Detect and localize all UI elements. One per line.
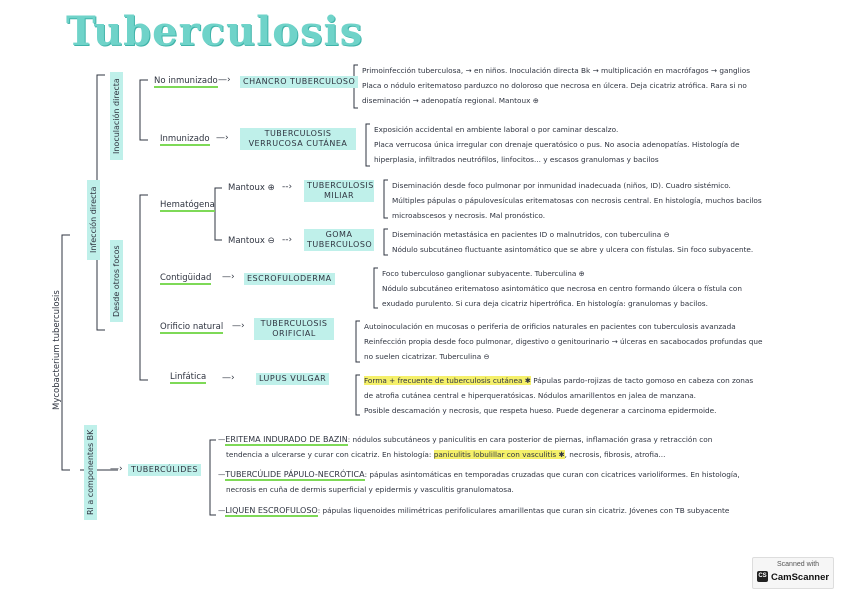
arrow-icon: —› <box>222 373 235 383</box>
chancro-note-1: Primoinfección tuberculosa, → en niños. Inoculación directa Bk → multiplicación en macrófagos → ganglios <box>362 66 751 75</box>
orif-note-3: no suelen cicatrizar. Tuberculina ⊖ <box>364 352 490 361</box>
label-contiguidad: Contigüidad <box>160 273 212 283</box>
page-title: Tuberculosis <box>66 8 364 55</box>
arrow-icon: --› <box>282 235 293 245</box>
branch-otros-focos: Desde otros focos <box>110 240 123 322</box>
papulo-line-1: —TUBERCÚLIDE PÁPULO-NECRÓTICA: pápulas asintomáticas en temporadas cruzadas que curan con cicatrices varioliformes. En histología, <box>218 470 740 479</box>
branch-inoculacion: Inoculación directa <box>110 72 123 160</box>
orif-note-2: Reinfección propia desde foco pulmonar, digestivo o genitourinario → úlceras en sacabocados profundas que <box>364 337 763 346</box>
verrucosa-note-3: hiperplasia, infiltrados neutrófilos, linfocitos... y escasos granulomas y bacilos <box>374 155 659 164</box>
miliar-note-1: Diseminación desde foco pulmonar por inmunidad inadecuada (niños, ID). Cuadro sistémico. <box>392 181 731 190</box>
eritema-tail: , necrosis, fibrosis, atrofia... <box>564 450 666 459</box>
contig-note-3: exudado purulento. Si cura deja cicatriz hipertrófica. En histología: granulomas y bacilos. <box>382 299 708 308</box>
box-verrucosa: TUBERCULOSIS VERRUCOSA CUTÁNEA <box>240 128 356 150</box>
liquen-title: LIQUEN ESCROFULOSO <box>225 506 318 515</box>
linf-note-1-rest: Pápulas pardo-rojizas de tacto gomoso en cabeza con zonas <box>530 376 754 385</box>
badge-line-1: Scanned with <box>777 561 820 568</box>
contig-note-1: Foco tuberculoso ganglionar subyacente. Tuberculina ⊕ <box>382 269 585 278</box>
box-miliar: TUBERCULOSIS MILIAR <box>304 180 374 202</box>
goma-note-2: Nódulo subcutáneo fluctuante asintomático que se abre y ulcera con fístulas. Sin foco subyacente. <box>392 245 754 254</box>
eritema-line-1: —ERITEMA INDURADO DE BAZIN: nódulos subcutáneos y paniculitis en cara posterior de piernas, inflamación grasa y retracción con <box>218 435 713 444</box>
chancro-note-2: Placa o nódulo eritematoso parduzco no doloroso que necrosa en úlcera. Deja cicatriz atrófica. Rara si no <box>362 81 747 90</box>
box-lupus-vulgar: LUPUS VULGAR <box>256 373 329 385</box>
label-hematogena: Hematógena <box>160 200 215 210</box>
arrow-icon: —› <box>232 321 245 331</box>
camscanner-badge <box>752 557 834 589</box>
eritema-line-2 <box>226 449 665 462</box>
arrow-icon: --› <box>282 182 293 192</box>
orif-note-1: Autoinoculación en mucosas o periferia de orificios naturales en pacientes con tuberculosis avanzada <box>364 322 736 331</box>
linf-note-3: Posible descamación y necrosis, que respeta hueso. Puede degenerar a carcinoma epidermoide. <box>364 406 717 415</box>
verrucosa-note-1: Exposición accidental en ambiente laboral o por caminar descalzo. <box>374 125 619 134</box>
box-escrofuloderma: ESCROFULODERMA <box>244 273 335 285</box>
goma-note-1: Diseminación metastásica en pacientes ID o malnutridos, con tuberculina ⊖ <box>392 230 670 239</box>
liquen-line: —LIQUEN ESCROFULOSO: pápulas liquenoides milimétricas perifoliculares amarillentas que curan sin cicatriz. Jóvenes con TB subyacente <box>218 506 730 515</box>
root-label: Mycobacterium tuberculosis <box>52 290 62 410</box>
linf-note-1 <box>364 375 753 388</box>
verrucosa-note-2: Placa verrucosa única irregular con drenaje queratósico o pus. No asocia adenopatías. Histología de <box>374 140 740 149</box>
branch-direct: Infección directa <box>87 180 100 260</box>
badge-line-2: CamScanner <box>771 572 830 583</box>
label-orificio-natural: Orificio natural <box>160 322 224 332</box>
contig-note-2: Nódulo subcutáneo eritematoso asintomático que necrosa en centro formando úlcera o fístula con <box>382 284 742 293</box>
label-linfatica: Linfática <box>170 372 207 382</box>
eritema-note-1: : nódulos subcutáneos y paniculitis en cara posterior de piernas, inflamación grasa y retracción con <box>347 435 713 444</box>
miliar-note-2: Múltiples pápulas o pápulovesículas eritematosas con necrosis central. En histología, muchos bacilos <box>392 196 762 205</box>
miliar-note-3: microabscesos y necrosis. Mal pronóstico. <box>392 211 546 220</box>
chancro-note-3: diseminación → adenopatía regional. Mantoux ⊕ <box>362 96 539 105</box>
arrow-icon: —› <box>216 133 229 143</box>
label-mantoux-neg: Mantoux ⊖ <box>228 236 275 246</box>
arrow-icon: —› <box>110 464 123 474</box>
arrow-icon: —› <box>222 272 235 282</box>
box-goma: GOMA TUBERCULOSO <box>304 229 374 251</box>
label-inmunizado: Inmunizado <box>160 134 210 144</box>
label-no-inmunizado: No inmunizado <box>154 76 218 86</box>
papulo-note-1: : pápulas asintomáticas en temporadas cruzadas que curan con cicatrices varioliformes. En histología, <box>364 470 740 479</box>
liquen-note: : pápulas liquenoides milimétricas perifoliculares amarillentas que curan sin cicatriz. Jóvenes con TB subyacente <box>317 506 730 515</box>
eritema-title: ERITEMA INDURADO DE BAZIN <box>225 435 348 444</box>
linf-note-2: de atrofia cutánea central e hiperqueratósicas. Nódulos amarillentos en jalea de manzana. <box>364 391 696 400</box>
linf-highlight: Forma + frecuente de tuberculosis cutánea ✱ <box>364 376 531 385</box>
eritema-note-2: tendencia a ulcerarse y curar con cicatriz. En histología: <box>226 450 432 459</box>
eritema-highlight: paniculitis lobulillar con vasculitis ✱ <box>433 450 565 459</box>
label-mantoux-pos: Mantoux ⊕ <box>228 183 275 193</box>
papulo-note-2: necrosis en cuña de dermis superficial y epidermis y vasculitis granulomatosa. <box>226 485 514 494</box>
box-chancro: CHANCRO TUBERCULOSO <box>240 76 358 88</box>
papulo-title: TUBERCÚLIDE PÁPULO-NECRÓTICA <box>225 470 365 479</box>
box-orificial: TUBERCULOSIS ORIFICIAL <box>254 318 334 340</box>
box-tuberculides: TUBERCÚLIDES <box>128 464 201 476</box>
camscanner-icon: CS <box>757 571 768 582</box>
branch-componentes-bk: Rl a componentes BK <box>84 425 97 520</box>
arrow-icon: —› <box>218 75 231 85</box>
